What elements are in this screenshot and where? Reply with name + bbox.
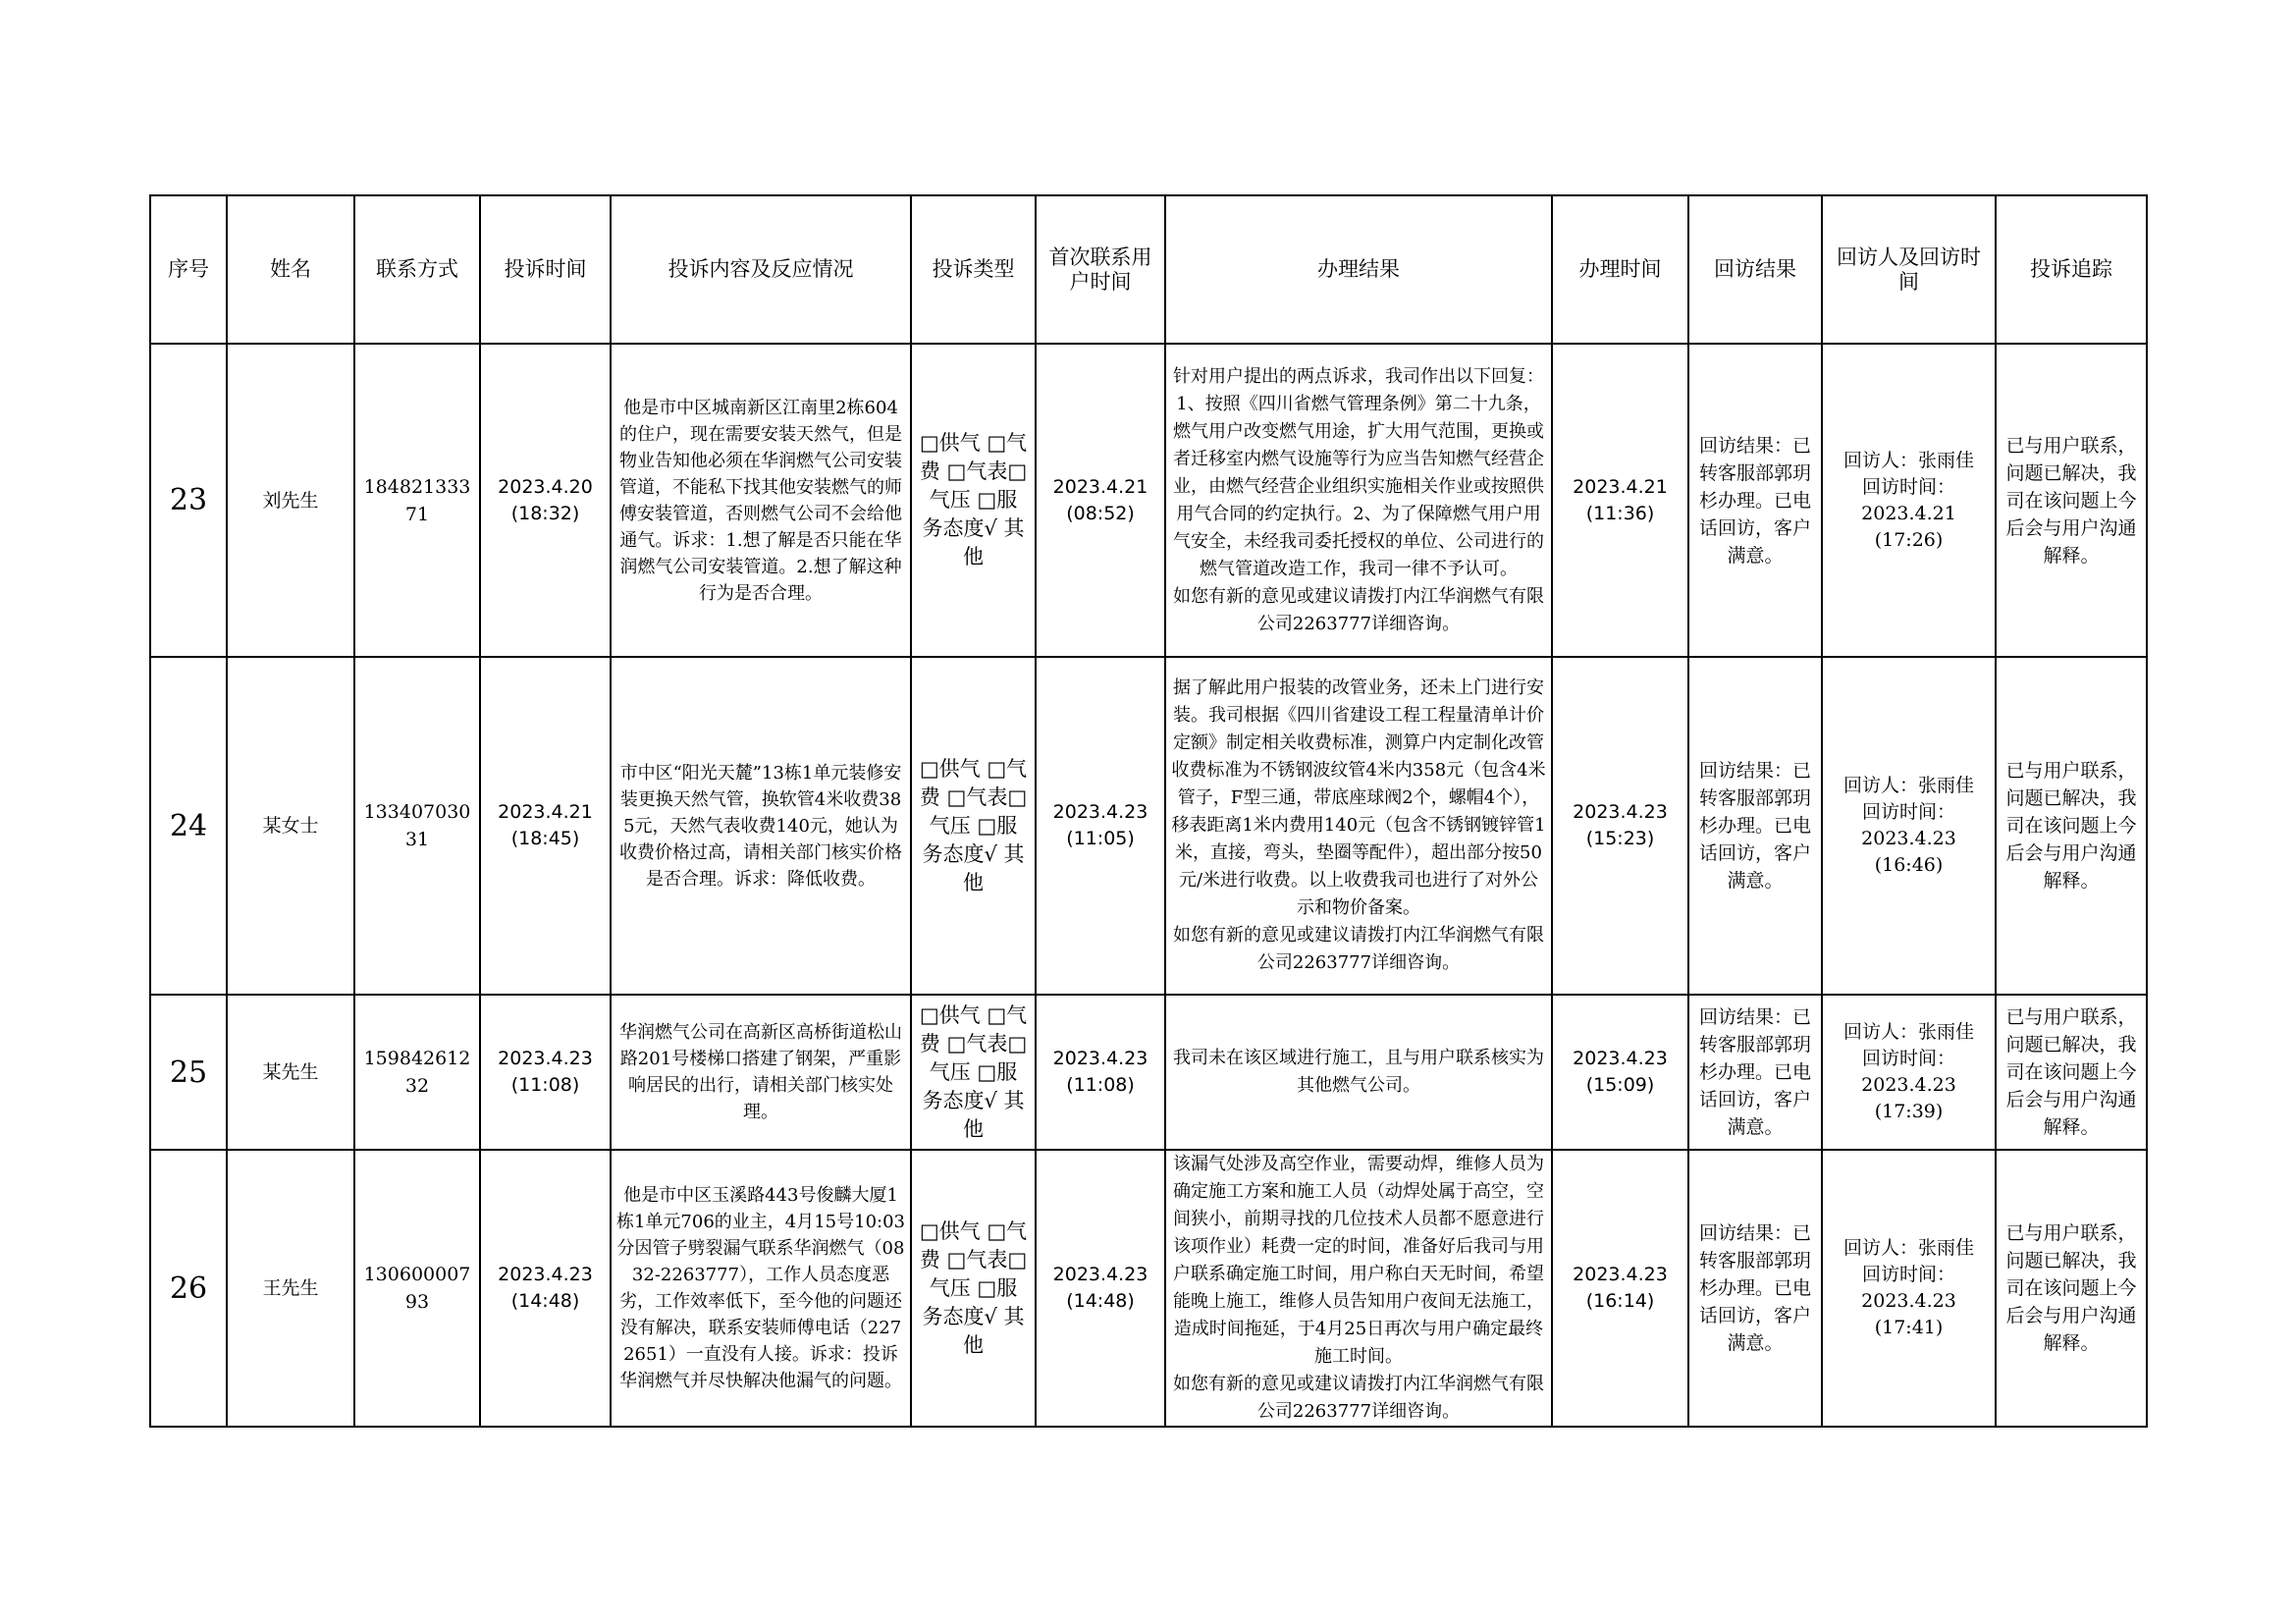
complaint-clock: (18:45) <box>510 828 580 849</box>
header-callback-result: 回访结果 <box>1688 195 1822 344</box>
first-contact-clock: (14:48) <box>1066 1290 1135 1312</box>
content-cell: 他是市中区玉溪路443号俊麟大厦1栋1单元706的业主，4月15号10:03分因管子劈裂漏气联系华润燃气（0832-2263777），工作人员态度恶劣，工作效率低下，至今他的问题还没有解决，联系安装师傅电话（2272651）一直没有人接。诉求：投诉华润燃气并尽快解决他漏气的问题。 <box>611 1150 911 1427</box>
complaint-clock: (14:48) <box>510 1290 580 1312</box>
header-content: 投诉内容及反应情况 <box>611 195 911 344</box>
handle-date: 2023.4.21 <box>1573 475 1668 498</box>
first-contact-date: 2023.4.21 <box>1052 475 1148 498</box>
callback-cell: 回访结果：已转客服部郭玥杉办理。已电话回访，客户满意。 <box>1688 995 1822 1150</box>
result-cell <box>1165 344 1552 657</box>
visitor-cell <box>1822 657 1996 995</box>
handle-time-cell <box>1552 1150 1688 1427</box>
visit-clock: (17:39) <box>1874 1101 1944 1122</box>
header-seq: 序号 <box>150 195 227 344</box>
visit-clock: (17:26) <box>1874 528 1944 551</box>
tracking-cell: 已与用户联系，问题已解决，我司在该问题上今后会与用户沟通解释。 <box>1996 344 2147 657</box>
handle-clock: (15:09) <box>1585 1074 1655 1096</box>
seq-cell: 24 <box>150 657 227 995</box>
header-tracking: 投诉追踪 <box>1996 195 2147 344</box>
callback-cell: 回访结果：已转客服部郭玥杉办理。已电话回访，客户满意。 <box>1688 657 1822 995</box>
header-type: 投诉类型 <box>911 195 1036 344</box>
table-row <box>150 657 2147 995</box>
seq-cell: 23 <box>150 344 227 657</box>
result-cell <box>1165 657 1552 995</box>
name-cell: 某女士 <box>227 657 354 995</box>
content-cell: 华润燃气公司在高新区高桥街道松山路201号楼梯口搭建了钢架，严重影响居民的出行，请相关部门核实处理。 <box>611 995 911 1150</box>
visit-label: 回访时间： <box>1861 475 1955 498</box>
complaint-time-cell <box>480 657 611 995</box>
first-contact-date: 2023.4.23 <box>1052 1264 1148 1285</box>
complaint-date: 2023.4.23 <box>498 1264 593 1285</box>
header-result: 办理结果 <box>1165 195 1552 344</box>
first-contact-cell <box>1036 1150 1165 1427</box>
complaint-table <box>149 194 2148 1428</box>
first-contact-clock: (11:05) <box>1066 828 1135 849</box>
handle-time-cell <box>1552 995 1688 1150</box>
header-visitor-time: 回访人及回访时间 <box>1822 195 1996 344</box>
complaint-time-cell <box>480 1150 611 1427</box>
result-text: 针对用户提出的两点诉求，我司作出以下回复：1、按照《四川省燃气管理条例》第二十九条，燃气用户改变燃气用途，扩大用气范围，更换或者迁移室内燃气设施等行为应当告知燃气经营企业，由燃气经营企业组织实施相关作业或按照供用气合同的约定执行。2、为了保障燃气用户用气安全，未经我司委托授权的单位、公司进行的燃气管道改造工作，我司一律不予认可。 <box>1173 365 1544 579</box>
first-contact-clock: (08:52) <box>1066 502 1135 524</box>
content-cell: 市中区“阳光天麓”13栋1单元装修安装更换天然气管，换软管4米收费385元，天然气表收费140元，她认为收费价格过高，请相关部门核实价格是否合理。诉求：降低收费。 <box>611 657 911 995</box>
table-row <box>150 344 2147 657</box>
visit-label: 回访时间： <box>1861 1048 1955 1069</box>
visit-date: 2023.4.23 <box>1861 828 1956 849</box>
first-contact-cell <box>1036 657 1165 995</box>
complaint-clock: (18:32) <box>510 502 580 524</box>
visit-clock: (17:41) <box>1874 1317 1944 1338</box>
complaint-time-cell <box>480 995 611 1150</box>
tracking-cell: 已与用户联系，问题已解决，我司在该问题上今后会与用户沟通解释。 <box>1996 1150 2147 1427</box>
result-note: 如您有新的意见或建议请拨打内江华润燃气有限公司2263777详细咨询。 <box>1173 585 1544 634</box>
handle-date: 2023.4.23 <box>1573 1048 1668 1069</box>
result-note: 如您有新的意见或建议请拨打内江华润燃气有限公司2263777详细咨询。 <box>1173 1374 1544 1422</box>
header-name: 姓名 <box>227 195 354 344</box>
result-note: 如您有新的意见或建议请拨打内江华润燃气有限公司2263777详细咨询。 <box>1173 925 1544 973</box>
visitor-name: 回访人：张雨佳 <box>1842 1021 1974 1043</box>
callback-cell: 回访结果：已转客服部郭玥杉办理。已电话回访，客户满意。 <box>1688 1150 1822 1427</box>
tracking-cell: 已与用户联系，问题已解决，我司在该问题上今后会与用户沟通解释。 <box>1996 657 2147 995</box>
phone-cell: 15984261232 <box>354 995 480 1150</box>
type-cell: □供气 □气费 □气表□ 气压 □服 务态度√ 其他 <box>911 657 1036 995</box>
handle-date: 2023.4.23 <box>1573 801 1668 823</box>
phone-cell: 18482133371 <box>354 344 480 657</box>
tracking-cell: 已与用户联系，问题已解决，我司在该问题上今后会与用户沟通解释。 <box>1996 995 2147 1150</box>
visit-clock: (16:46) <box>1874 854 1944 876</box>
header-handle-time: 办理时间 <box>1552 195 1688 344</box>
handle-clock: (11:36) <box>1585 502 1655 524</box>
result-text: 该漏气处涉及高空作业，需要动焊，维修人员为确定施工方案和施工人员（动焊处属于高空，空间狭小，前期寻找的几位技术人员都不愿意进行该项作业）耗费一定的时间，准备好后我司与用户联系确定施工时间，用户称白天无时间，希望能晚上施工，维修人员告知用户夜间无法施工，造成时间拖延，于4月25日再次与用户确定最终施工时间。 <box>1173 1154 1544 1367</box>
complaint-date: 2023.4.21 <box>498 801 593 823</box>
phone-cell: 13340703031 <box>354 657 480 995</box>
handle-time-cell <box>1552 657 1688 995</box>
header-complaint-time: 投诉时间 <box>480 195 611 344</box>
visitor-name: 回访人：张雨佳 <box>1842 449 1974 471</box>
first-contact-date: 2023.4.23 <box>1052 801 1148 823</box>
result-cell <box>1165 1150 1552 1427</box>
result-cell <box>1165 995 1552 1150</box>
name-cell: 王先生 <box>227 1150 354 1427</box>
name-cell: 某先生 <box>227 995 354 1150</box>
result-text: 据了解此用户报装的改管业务，还未上门进行安装。我司根据《四川省建设工程工程量清单计价定额》制定相关收费标准，测算户内定制化改管收费标准为不锈钢波纹管4米内358元（包含4米管子，F型三通，带底座球阀2个，螺帽4个），移表距离1米内费用140元（包含不锈钢镀锌管1米，直接，弯头，垫圈等配件），超出部分按50元/米进行收费。以上收费我司也进行了对外公示和物价备案。 <box>1171 677 1546 918</box>
visit-label: 回访时间： <box>1861 1264 1955 1285</box>
visitor-name: 回访人：张雨佳 <box>1842 775 1974 796</box>
callback-cell: 回访结果：已转客服部郭玥杉办理。已电话回访，客户满意。 <box>1688 344 1822 657</box>
first-contact-cell <box>1036 995 1165 1150</box>
first-contact-clock: (11:08) <box>1066 1074 1135 1096</box>
first-contact-cell <box>1036 344 1165 657</box>
content-cell: 他是市中区城南新区江南里2栋604的住户，现在需要安装天然气，但是物业告知他必须在华润燃气公司安装管道，不能私下找其他安装燃气的师傅安装管道，否则燃气公司不会给他通气。诉求：1.想了解是否只能在华润燃气公司安装管道。2.想了解这种行为是否合理。 <box>611 344 911 657</box>
name-cell: 刘先生 <box>227 344 354 657</box>
handle-date: 2023.4.23 <box>1573 1264 1668 1285</box>
type-cell: □供气 □气费 □气表□ 气压 □服 务态度√ 其他 <box>911 344 1036 657</box>
visitor-cell <box>1822 1150 1996 1427</box>
type-cell: □供气 □气费 □气表□ 气压 □服 务态度√ 其他 <box>911 1150 1036 1427</box>
visit-date: 2023.4.21 <box>1861 502 1956 524</box>
visit-date: 2023.4.23 <box>1861 1290 1956 1312</box>
header-first-contact: 首次联系用户时间 <box>1036 195 1165 344</box>
complaint-date: 2023.4.20 <box>498 475 593 498</box>
handle-clock: (15:23) <box>1585 828 1655 849</box>
table-row <box>150 995 2147 1150</box>
header-contact: 联系方式 <box>354 195 480 344</box>
handle-clock: (16:14) <box>1585 1290 1655 1312</box>
complaint-time-cell <box>480 344 611 657</box>
visitor-cell <box>1822 344 1996 657</box>
complaint-clock: (11:08) <box>510 1074 580 1096</box>
seq-cell: 25 <box>150 995 227 1150</box>
header-row <box>150 195 2147 344</box>
seq-cell: 26 <box>150 1150 227 1427</box>
visit-date: 2023.4.23 <box>1861 1074 1956 1096</box>
phone-cell: 13060000793 <box>354 1150 480 1427</box>
complaint-date: 2023.4.23 <box>498 1048 593 1069</box>
visitor-name: 回访人：张雨佳 <box>1842 1237 1974 1259</box>
handle-time-cell <box>1552 344 1688 657</box>
type-cell: □供气 □气费 □气表□ 气压 □服 务态度√ 其他 <box>911 995 1036 1150</box>
visitor-cell <box>1822 995 1996 1150</box>
result-text: 我司未在该区域进行施工，且与用户联系核实为其他燃气公司。 <box>1173 1048 1544 1096</box>
table-row <box>150 1150 2147 1427</box>
visit-label: 回访时间： <box>1861 801 1955 823</box>
first-contact-date: 2023.4.23 <box>1052 1048 1148 1069</box>
